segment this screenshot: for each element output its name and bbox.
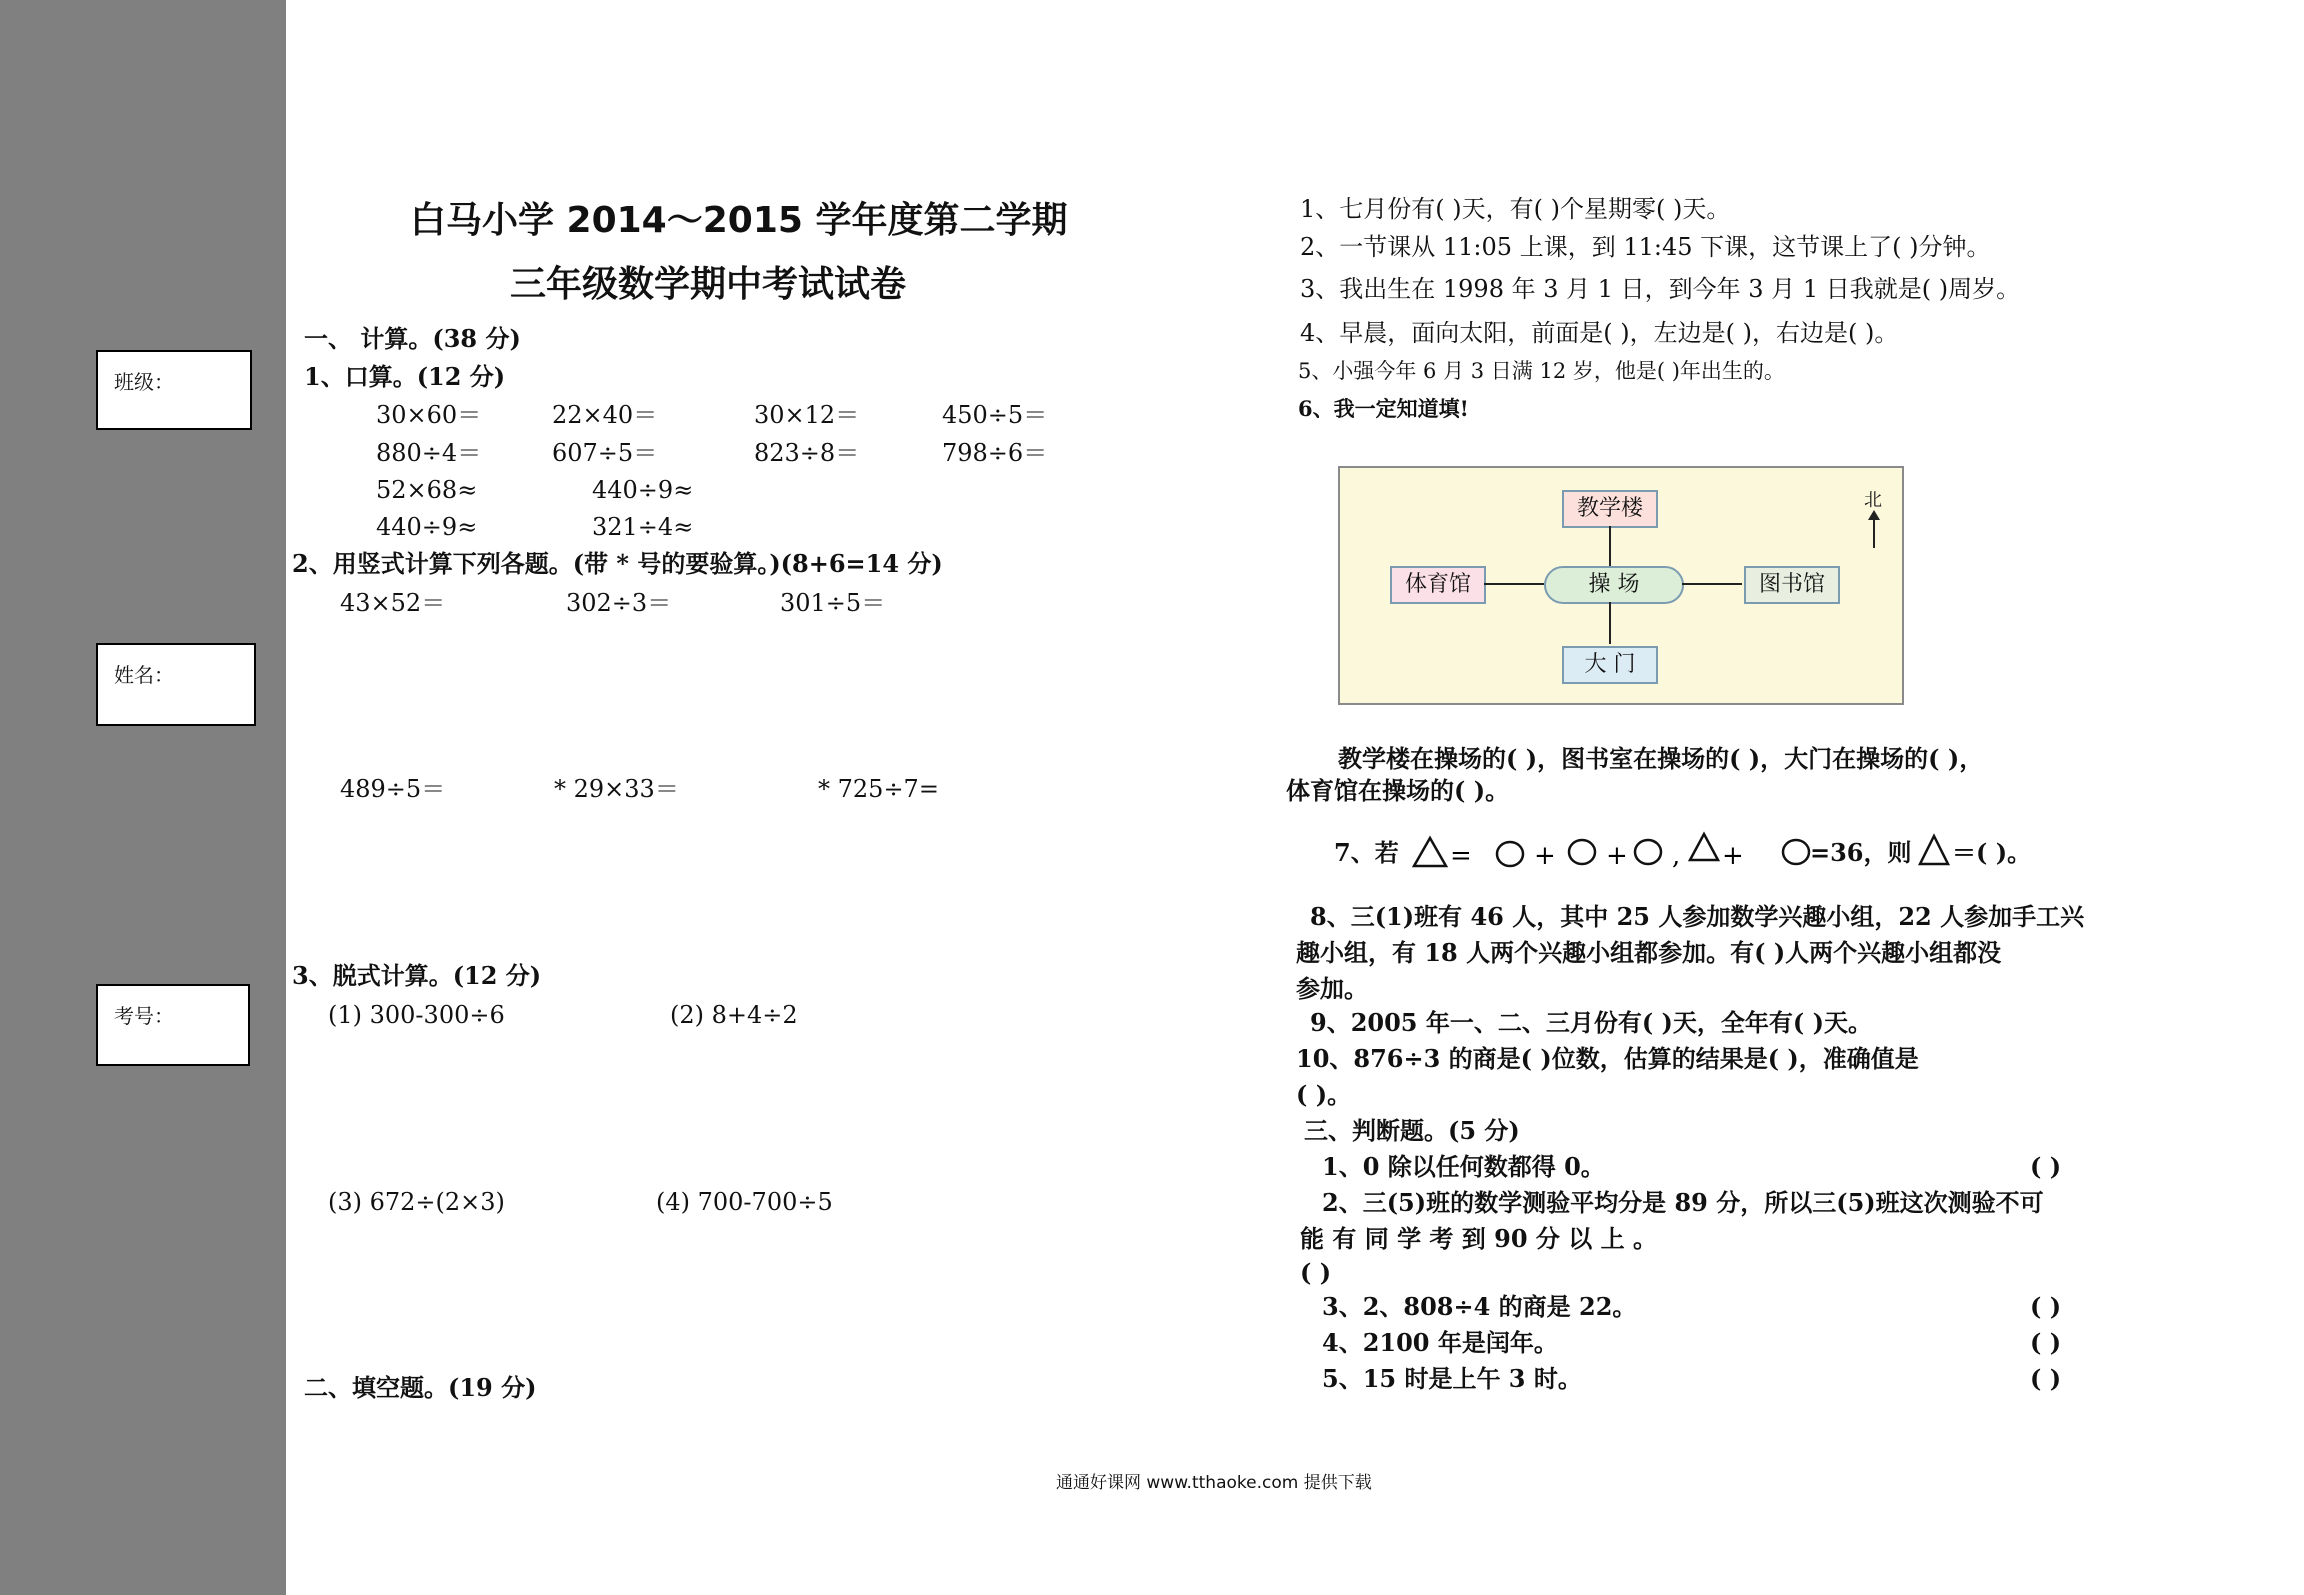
map-node-center: 操 场 [1544,566,1684,604]
section2-heading: 二、填空题。(19 分) [304,1373,537,1402]
fill-3: 3、我出生在 1998 年 3 月 1 日，到今年 3 月 1 日我就是( )周岁。 [1300,275,2021,303]
fill-6-line1: 教学楼在操场的( )，图书室在操场的( )，大门在操场的( )， [1338,744,1984,773]
arrow-left-icon [1484,583,1544,585]
judge-4: 4、2100 年是闰年。 [1322,1328,1558,1357]
step-r2c1: (3) 672÷(2×3) [328,1188,505,1216]
map-node-right: 图书馆 [1744,566,1840,604]
comma: , [1672,841,1681,871]
circle-icon [1635,840,1661,864]
judge-5-bracket: ( ) [2030,1364,2062,1393]
name-label: 姓名： [114,663,174,687]
triangle-icon [1414,838,1446,866]
judge-3: 3、2、808÷4 的商是 22。 [1322,1292,1637,1321]
judge-2-line1: 2、三(5)班的数学测验平均分是 89 分，所以三(5)班这次测验不可 [1322,1188,2044,1217]
oral-r4c1: 440÷9≈ [376,513,478,541]
oral-r2c3: 823÷8＝ [754,439,860,467]
judge-2-line2: 能 有 同 学 考 到 90 分 以 上 。 [1300,1224,1657,1253]
judge-2-bracket: ( ) [1300,1258,1332,1287]
oral-r2c1: 880÷4＝ [376,439,482,467]
fill-10-line2: ( )。 [1296,1080,1352,1109]
oral-r1c1: 30×60＝ [376,401,482,429]
vertical-r2c3: * 725÷7= [818,775,939,803]
fill-1: 1、七月份有( )天，有( )个星期零( )天。 [1300,195,1731,223]
north-arrowhead-icon [1868,510,1880,520]
fill-6: 6、我一定知道填! [1298,396,1469,421]
circle-icon [1497,842,1523,866]
oral-r1c2: 22×40＝ [552,401,658,429]
vertical-r1c2: 302÷3＝ [566,589,672,617]
fill-6-line2: 体育馆在操场的( )。 [1286,776,1510,805]
fill-7-prefix: 7、若 [1334,838,1399,867]
footer-credit: 通通好课网 www.tthaoke.com 提供下载 [1056,1473,1372,1493]
fill-8-line3: 参加。 [1296,974,1368,1003]
fill-10-line1: 10、876÷3 的商是( )位数，估算的结果是( )，准确值是 [1296,1044,1919,1073]
plus-sign: + [1606,841,1628,871]
q1-heading: 1、口算。(12 分) [304,362,506,391]
step-r2c2: (4) 700-700÷5 [656,1188,833,1216]
circle-icon [1569,840,1595,864]
name-box [96,643,256,726]
judge-1: 1、0 除以任何数都得 0。 [1322,1152,1605,1181]
map-node-bottom: 大 门 [1562,646,1658,684]
fill-2: 2、一节课从 11:05 上课，到 11:45 下课，这节课上了( )分钟。 [1300,233,1991,261]
step-r1c2: (2) 8+4÷2 [670,1001,798,1029]
number-box [96,984,250,1066]
direction-map [1338,466,1904,705]
oral-r1c3: 30×12＝ [754,401,860,429]
arrow-up-icon [1609,526,1611,566]
q3-heading: 3、脱式计算。(12 分) [292,961,542,990]
vertical-r1c3: 301÷5＝ [780,589,886,617]
circle-icon [1783,840,1809,864]
class-box [96,350,252,430]
judge-3-bracket: ( ) [2030,1292,2062,1321]
vertical-r1c1: 43×52＝ [340,589,446,617]
section1-heading: 一、 计算。(38 分) [304,324,521,353]
oral-r3c1: 52×68≈ [376,476,478,504]
triangle-icon [1690,834,1718,860]
plus-sign: + [1534,841,1556,871]
number-label: 考号： [114,1004,174,1028]
fill-7-shapes [1410,826,1840,872]
fill-4: 4、早晨，面向太阳，前面是( )，左边是( )，右边是( )。 [1300,319,1899,347]
exam-title-line1: 白马小学 2014～2015 学年度第二学期 [410,200,1068,241]
oral-r3c2: 440÷9≈ [592,476,694,504]
map-node-top: 教学楼 [1562,490,1658,528]
map-north-label: 北 [1864,490,1882,511]
vertical-r2c2: * 29×33＝ [554,775,679,803]
arrow-down-icon [1609,602,1611,644]
section3-heading: 三、判断题。(5 分) [1304,1116,1520,1145]
fill-7-eq: =36，则 [1810,838,1912,867]
step-r1c1: (1) 300-300÷6 [328,1001,505,1029]
judge-1-bracket: ( ) [2030,1152,2062,1181]
judge-4-bracket: ( ) [2030,1328,2062,1357]
arrow-right-icon [1682,583,1742,585]
triangle-icon [1920,836,1948,864]
judge-5: 5、15 时是上午 3 时。 [1322,1364,1582,1393]
plus-sign: + [1722,841,1744,871]
oral-r2c2: 607÷5＝ [552,439,658,467]
map-node-left: 体育馆 [1390,566,1486,604]
oral-r2c4: 798÷6＝ [942,439,1048,467]
fill-5: 5、小强今年 6 月 3 日满 12 岁，他是( )年出生的。 [1298,359,1785,383]
fill-9: 9、2005 年一、二、三月份有( )天，全年有( )天。 [1310,1008,1872,1037]
fill-8-line2: 趣小组，有 18 人两个兴趣小组都参加。有( )人两个兴趣小组都没 [1296,938,2002,967]
eq-sign: = [1450,841,1472,871]
exam-title-line2: 三年级数学期中考试试卷 [510,264,907,305]
fill-8-line1: 8、三(1)班有 46 人，其中 25 人参加数学兴趣小组，22 人参加手工兴 [1310,902,2085,931]
vertical-r2c1: 489÷5＝ [340,775,446,803]
oral-r4c2: 321÷4≈ [592,513,694,541]
oral-r1c4: 450÷5＝ [942,401,1048,429]
fill-7-suffix: ＝( )。 [1952,838,2032,867]
q2-heading: 2、用竖式计算下列各题。(带 * 号的要验算。)(8+6=14 分) [292,549,943,578]
binding-margin [0,0,286,1595]
north-arrow-icon [1873,516,1875,548]
class-label: 班级： [114,370,174,394]
fill-7-result-shape [1916,826,1956,870]
